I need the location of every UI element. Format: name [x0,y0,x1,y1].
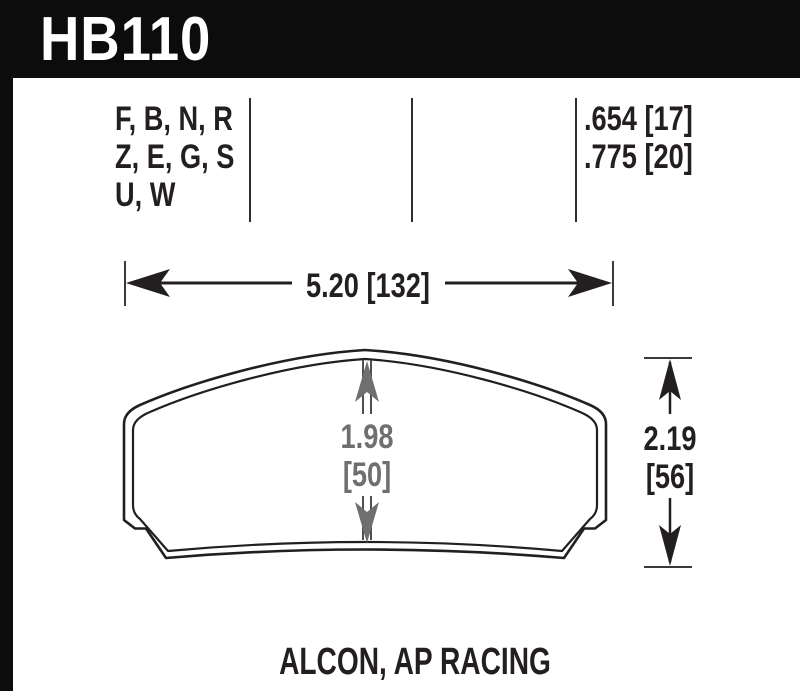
thickness-line: .654 [17] [584,100,693,138]
center-arrow-down-icon [355,502,379,543]
width-arrow-left-icon [126,269,170,297]
overall-height-inches-label: 2.19 [643,420,697,458]
header-bar [0,0,800,78]
center-arrow-up-icon [355,361,379,402]
applications-label: ALCON, AP RACING [279,641,551,683]
compound-list [115,100,234,214]
compound-line: Z, E, G, S [115,138,235,176]
compound-line: U, W [115,176,176,214]
table-divider-3 [575,98,577,222]
center-height-mm-label: [50] [342,456,392,494]
part-number: HB110 [40,4,212,74]
left-edge-stripe [0,0,13,691]
compound-line: F, B, N, R [115,100,233,138]
table-divider-2 [411,98,413,222]
height-arrow-down-icon [659,525,681,566]
thickness-line: .775 [20] [584,138,693,176]
thickness-list [584,100,693,176]
center-height-inches-label: 1.98 [340,418,394,456]
width-dimension-label: 5.20 [132] [306,267,430,305]
overall-height-mm-label: [56] [645,458,695,496]
table-divider-1 [249,98,251,222]
height-arrow-up-icon [659,359,681,400]
width-arrow-right-icon [568,269,612,297]
